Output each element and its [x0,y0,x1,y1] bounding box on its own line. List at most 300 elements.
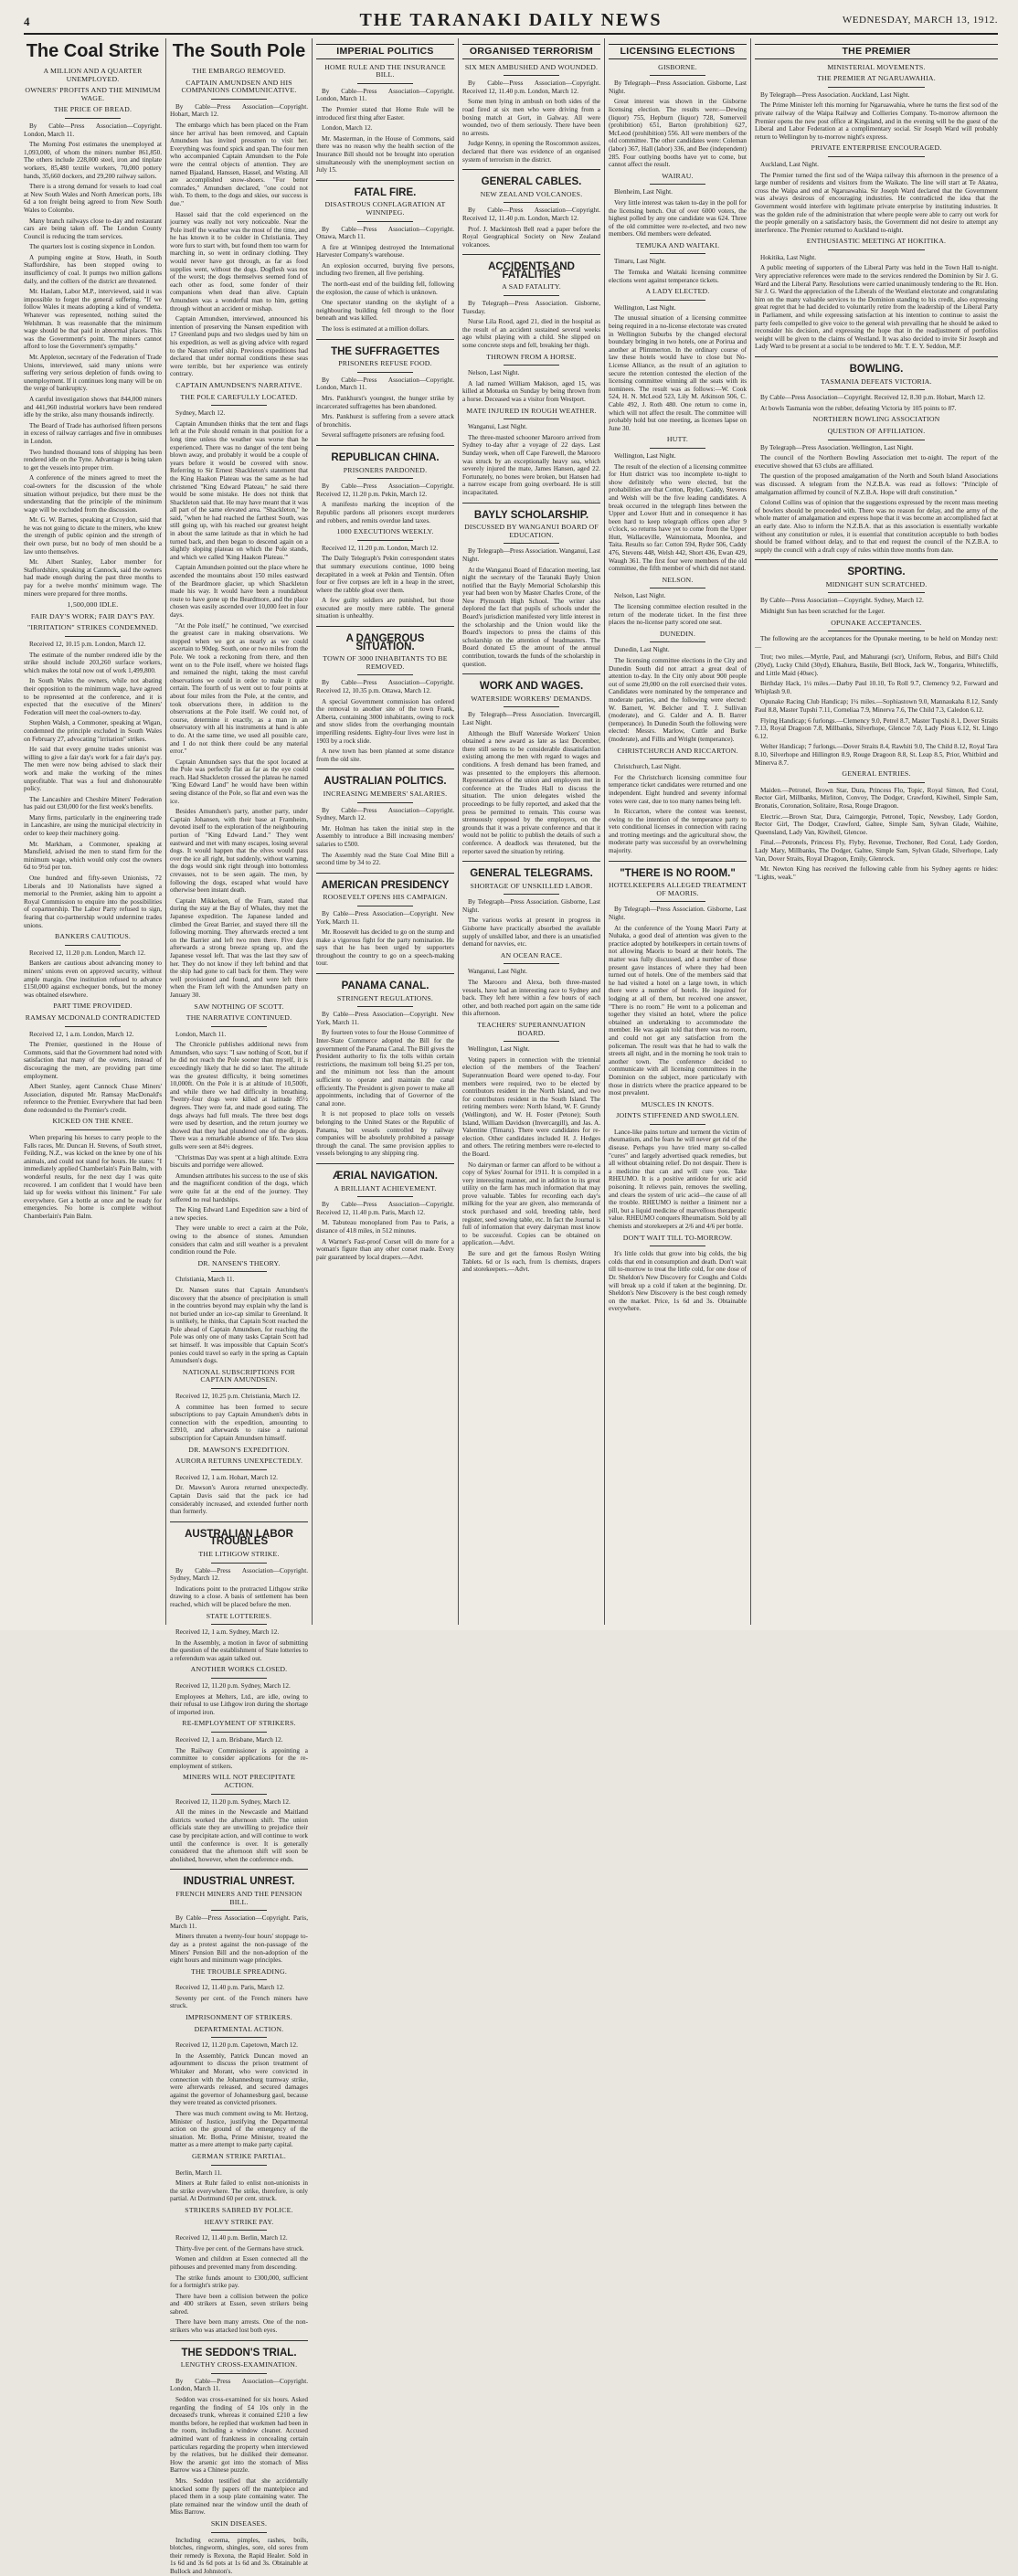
article-paragraph: Indications point to the protracted Lithgow strike drawing to a close. A basis of settlement has been reached, which will be placed before the men. [170,1585,308,1608]
article-paragraph: The licensing committee elections in the City and Dunedin South did not attract a great deal of attention to-day. In the City only about 900 people out of some 29,000 on the roll exercised their votes. Candidates were nominated by the temperance and moderate parties, and the following were elected: W. Barnett, W. Belcher and T. J. Sullivan (moderate), and G. Calder and A. B. Barrer (temperance). In Dunedin South the following were elected: Messrs. Marlow, Cuttle and Burke (moderate), and Fillis and Wright (temperance). [609,657,747,743]
section-heading: SPORTING. [847,567,906,578]
article-paragraph: By Telegraph—Press Association. Gisborne, Last Night. [462,898,600,914]
subheading: MUSCLES IN KNOTS. [641,1099,715,1108]
subheading-rule [357,1196,412,1197]
subheading-rule [357,83,412,84]
subheading-rule [650,75,705,76]
article-paragraph: Albert Stanley, agent Cannock Chase Miners' Association, disputed Mr. Ramsay MacDonald's reference to the Premier. Everywhere that had been done redounded to the Premier's credit. [24,1083,162,1114]
subheading: HOME RULE AND THE INSURANCE BILL. [324,62,446,80]
article-paragraph: Mrs. Pankhurst is suffering from a severe attack of bronchitis. [316,413,454,429]
subheading-rule [211,1678,266,1679]
article-paragraph: A new town has been planned at some distance from the old site. [316,747,454,763]
article-paragraph: By Cable—Press Association—Copyright. London, March 11. [24,122,162,138]
article-paragraph: The following are the acceptances for the Opunake meeting, to be held on Monday next:— [755,635,998,651]
subheading: FRENCH MINERS AND THE PENSION BILL. [175,1889,302,1906]
section-divider [316,339,454,340]
subheading: HEAVY STRIKE PAY. [204,2217,274,2226]
column-1 [24,38,162,1627]
article-paragraph: Dr. Mawson's Aurora returned unexpectedly. Captain Davis said that the pack ice had considerably increased, and extended further north than formerly. [170,1484,308,1516]
article-paragraph: A Warner's Fast-proof Corset will do more for a woman's figure than any other corset made. Every pair guaranteed by local drapers.—Advt. [316,1237,454,1261]
subheading: OPUNAKE ACCEPTANCES. [831,618,922,627]
subheading: KICKED ON THE KNEE. [52,1117,133,1126]
subheading: SHORTAGE OF UNSKILLED LABOR. [470,881,593,890]
subheading: 1,500,000 IDLE. [67,600,119,610]
article-paragraph: Lance-like pains torture and torment the victim of rheumatism, and he fears he will never get rid of the disease. Perhaps you have tried many so-called "cures" and largely advertised quack remedies, but all without obtaining relief. Do not despair. There is a medicine that can and will cure you. Take RHEUMO. It is a positive antidote for uric acid poisoning. It relieves pain, removes the swelling, and clears the system of uric acid—the cause of all the trouble. RHEUMO is neither a liniment nor a pill, but a liquid medicine of marvellous therapeutic value. RHEUMO conquers Rheumatism. Sold by all chemists and storekeepers at 2/6 and 4/6 per bottle. [609,1128,747,1230]
article-paragraph: Bankers are cautious about advancing money to miners' unions even on approved security, without ample margin. One institution refused to advance £150,000 against exchequer bonds, but the money was obtained elsewhere. [24,959,162,999]
article-paragraph: All the mines in the Newcastle and Maitland districts worked the afternoon shift. The union officials state they are unwilling to prejudice their case by precipitate action, and will continue to work until the conference is over. It is generally considered that the afternoon shift will soon be abolished, however, when the conference ends. [170,1808,308,1863]
article-paragraph: Wellington, Last Night. [614,451,676,460]
subheading-rule [211,1271,266,1272]
article-paragraph: Seventy per cent. of the French miners have struck. [170,1994,308,2010]
page-number: 4 [24,15,30,28]
section-heading: AUSTRALIAN POLITICS. [323,776,447,788]
section-divider [170,1521,308,1522]
article-paragraph: Amundsen attributes his success to the use of skis and the magnificent condition of the dogs, which were quite fat at the end of the journey. They suffered no real hardships. [170,1171,308,1203]
article-paragraph: Received 12, 10.25 p.m. Christiania, March 12. [175,1393,301,1401]
article-paragraph: Mr. Newton King has received the following cable from his Sydney agents re hides: "Lights, weak." [755,865,998,881]
article-paragraph: Final.—Petronels, Princess Fly, Flyby, Revenue, Trechoner, Red Coral, Lady Gordon, Lady Mary, Millbanks, The Dodger, Galtee, Simple Sam, Sylvan Glade, Silverhope, Lady Van, Dover Straits, Royal Dragoon, Emily, Glenrock. [755,839,998,863]
section-heading: WORK AND WAGES. [479,681,584,693]
article-paragraph: Women and children at Essen connected all the pithouses and prevented many from descending. [170,2255,308,2271]
article-paragraph: By Cable—Press Association—Copyright. Received 12, 11.40 p.m. Paris, March 12. [316,1201,454,1216]
subheading-rule [504,894,558,895]
article-paragraph: Captain Amundsen thinks that the tent and flags left at the Pole should remain in that position for a long time unless the weather was worse than he experienced. There was no danger of the tent being blown away, and probably it would be a couple of years before it would be covered with snow. Referring to Sir Ernest Shackleton's statement that the King Haakon Plateau was the same as he had christened "King Edward Plateau," he said there would be some mistake. He does not think that Shackleton said that. He may have meant that it was all part of the same elevated area. "Shackleton," he said, "when he had reached the farthest South, was still going up, with his reached our greatest height in about the same latitude as that in which he had turned back, and then began to descend again on a slightly sloping plateau on which the Pole stands, and which we called 'King Haakon Plateau.'" [170,419,308,561]
section-heading: PANAMA CANAL. [341,981,429,992]
article-paragraph: By fourteen votes to four the House Committee of Inter-State Commerce adopted the Bill for the government of the Panama Canal. The Bill gives the President authority to fix the tolls within certain restrictions, the maximum toll being $1.25 per ton, and the minimum not less than the amount sufficient to operate and maintain the canal efficiently. The President is given power to make all appointments, including that of Governor of the canal zone. [316,1029,454,1108]
article-paragraph: Prof. J. Mackintosh Bell read a paper before the Royal Geographical Society on New Zealand volcanoes. [462,225,600,249]
subheading: STATE LOTTERIES. [206,1611,272,1620]
article-paragraph: A committee has been formed to secure subscriptions to pay Captain Amundsen's debts in connection with the expedition, amounting to £3910, and afterwards to raise a national subscription for Captain Amundsen himself. [170,1403,308,1442]
article-paragraph: At bowls Tasmania won the rubber, defeating Victoria by 105 points to 87. [760,404,957,412]
section-divider [316,445,454,446]
column-2 [170,38,308,2575]
article-paragraph: By Cable—Press Association—Copyright. New York, March 11. [316,1011,454,1026]
article-paragraph: Judge Kenny, in opening the Roscommon assizes, declared that there was evidence of an organised system of terrorism in the district. [462,140,600,164]
subheading: THE PREMIER AT NGARUAWAHIA. [817,74,936,83]
article-paragraph: Dr. Nansen states that Captain Amundsen's discovery that the absence of precipitation is small in the countries beyond may explain why the land is not buried under an ice-cap similar to Greenland. It is unlikely, he thinks, that Captain Scott reached the Pole ahead of Captain Amundsen, for reaching the Pole was only one of many tasks Captain Scott had set himself. It was impossible that Captain Scott's ponies could travel so early in the spring as Captain Amundsen's dogs. [170,1286,308,1365]
article-paragraph: Colonel Collins was of opinion that the suggestions expressed by the recent mass meeting of bowlers should be proceeded with. There was no reason for delay, and the army of the whole matter of amalgamation and express hope that it was become an accomplished fact at an early date. Also to inform the N.Z.B.A. that as this association is essentially workable without any constitution or rules, it is essential that constitution acceptable to both bodies should be framed without delay, and to that end request the council of the N.Z.B.A. to supply the council with a draft copy of rules within three months from date. [755,499,998,554]
article-paragraph: In Riccarton, where the contest was keenest, owing to the intention of the temperance party to veto conditional licenses in connection with racing and trotting meetings and the agricultural show, the moderate party was successful by an overwhelming majority. [609,808,747,855]
section-banner: THE PREMIER [755,44,998,59]
article-paragraph: For the Christchurch licensing committee four temperance ticket candidates were returned and one independent. Eight hundred and seventy informal votes were cast, due to too many names being left. [609,773,747,805]
subheading: A LADY ELECTED. [645,287,710,296]
article-paragraph: Mr. Haslam, Labor M.P., interviewed, said it was impossible to forget the general suffering. "If we follow Wales it means adopting a kind of vendetta. Whatever was represented, nothing suited the Welshman. It was reasonable that the minimum wage should be that paid in abnormal places. This was the Government's point. The miners cannot afford to lose the Government's sympathy." [24,288,162,351]
subheading-rule [211,405,266,406]
subheading: QUESTION OF AFFILIATION. [827,426,926,435]
article-paragraph: The strike funds amount to £300,000, sufficient for a fortnight's strike pay. [170,2274,308,2290]
article-paragraph: Midnight Sun has been scratched for the Leger. [760,608,885,616]
subheading: DR. MAWSON'S EXPEDITION. [188,1445,290,1454]
article-paragraph: Received 12, 1 a.m. Sydney, March 12. [175,1628,280,1637]
subheading-rule [211,1563,266,1564]
section-heading: BOWLING. [849,364,904,375]
article-paragraph: Opunake Racing Club Handicap; 1¼ miles.—Sophiastown 9.0, Mannaukaha 8.12, Sandy Paul 8.8, Master Tupshi 7.11, Corneliaa 7.9, Minerva 7.6, The Child 7.3, Caledon 6.12. [755,698,998,714]
subheading: RE-EMPLOYMENT OF STRIKERS. [182,1719,296,1728]
article-paragraph: Including eczema, pimples, rashes, boils, blotches, ringworm, shingles, sore, old sores from their remedy is Rexona, the Rapid Healer. Sold in 1s 6d and 3s 6d pots at 1s 6d and 3s. Obtainable at Bullock and Johnston's. [170,2536,308,2575]
article-paragraph: A lad named William Makison, aged 15, was killed at Motueka on Sunday by being thrown from a horse. Deceased was a visitor from Westport. [462,379,600,403]
column-rule [312,38,313,1625]
section-heading: FATAL FIRE. [354,186,417,198]
subheading-rule [211,1026,266,1027]
subheading: NORTHERN BOWLING ASSOCIATION [812,415,940,424]
article-paragraph: Received 12, 11.20 p.m. London, March 12. [322,544,439,552]
article-paragraph: Nurse Lila Rood, aged 21, died in the hospital as the result of an accident sustained several weeks ago whilst playing with a child. She slipped on some concrete steps and fell, breaking her thigh. [462,318,600,350]
article-paragraph: Captain Amundsen says that the spot located at the Pole was perfectly flat as far as the eye could reach. Had Shackleton crossed the plateau he named "King Edward Land" he would have been within seeing distance of the Pole, so flat and even was the ice. [170,758,308,805]
subheading-rule [650,253,705,254]
article-paragraph: When preparing his horses to carry people to the Falls races, Mr. Duncan H. Stevens, of South street, Feilding, N.Z., was kicked on the knee by one of his animals, and could not stand for hours. He states: "I immediately applied Chamberlain's Pain Balm, with wonderful results, for the next day I was quite recovered. I am confident that I would have been laid up for weeks without this liniment." For sale everywhere. Get a bottle at once and be ready for emergencies. No home is complete without Chamberlain's Pain Balm. [24,1134,162,1220]
article-paragraph: M. Tabuteau monoplaned from Pau to Paris, a distance of 418 miles, in 512 minutes. [316,1219,454,1235]
subheading: THROWN FROM A HORSE. [486,352,577,361]
subheading: MIDNIGHT SUN SCRATCHED. [825,579,928,588]
section-heading: GENERAL CABLES. [481,176,582,188]
article-paragraph: Received 12, 1 a.m. London, March 12. [29,1030,134,1038]
article-paragraph: Electric.—Brown Star, Dura, Cairngorgie, Petronel, Topic, Newsboy, Lady Gordon, Rector Girl, The Dodger, Crawford, Galtee, Simple Sam, Sylvan Glade, Waihine, Queensland, Lady Van, Kiwiheil, Glencoe. [755,812,998,836]
article-paragraph: The Daily Telegraph's Pekin correspondent states that summary executions continue, 1000 being decapitated in a week at Pekin and Tientsin. Often four or five corpses are left in a heap in the street, where the rabble gloat over them. [316,555,454,594]
article-paragraph: The various works at present in progress in Gisborne have practically absorbed the available supply of unskilled labor, and there is an unsatisfied demand for navvies, etc. [462,917,600,949]
subheading-rule [211,2532,266,2533]
section-divider [462,673,600,674]
subheading: "IRRITATION" STRIKES CONDEMNED. [27,623,158,632]
subheading: MINERS WILL NOT PRECIPITATE ACTION. [182,1773,296,1789]
masthead [24,7,998,35]
article-paragraph: By Telegraph—Press Association. Gisborne, Last Night. [609,906,747,922]
section-divider [170,1869,308,1870]
article-paragraph: A careful investigation shows that 844,000 miners and 441,960 industrial workers have been rendered idle by the strike, also many thousands indirectly. [24,395,162,419]
subheading: HUTT. [666,435,689,444]
article-paragraph: A few guilty soldiers are punished, but those executed are mostly mere rabble. The general situation is unhealthy. [316,597,454,620]
article-paragraph: By Telegraph—Press Association. Auckland, Last Night. [760,90,910,99]
subheading-rule [504,706,558,707]
section-heading: THE SEDDON'S TRIAL. [181,2347,297,2359]
subheading-rule [504,1041,558,1042]
subheading: DUNEDIN. [659,629,696,638]
article-paragraph: Besides Amundsen's party, another party, under Captain Johansen, with their base at Framheim, devoted itself to the exploration of the neighbouring portion of "King Edward Land." They went eastward and met with many escapes, losing several dogs. It would happen that the elves would pass over the ice all right, but suddenly, without warning, the dogs would sink right through into bottomless crevasses, not to be seen again. The men, by following the dogs, escaped what would have otherwise been instant death. [170,808,308,895]
subheading-rule [828,249,925,250]
subheading-rule [65,945,120,946]
article-paragraph: The Railway Commissioner is appointing a committee to consider applications for the re-employment of strikers. [170,1746,308,1770]
subheading: THE TROUBLE SPREADING. [191,1966,287,1976]
subheading-rule [65,1129,120,1130]
article-paragraph: Captain Mikkelsen, of the Fram, stated that during the stay at the Bay of Whales, they met the Japanese expedition. The Japanese landed and climbed the Great Barrier, and stayed there till the following morning. They afterwards erected a tent on the Barrier and left two men there. Five days afterwards a strong breeze sprang up, and the Japanese vessel left. That was the last they saw of her. They do not know if they left behind and that the ship had gone to call back for them. They were well provisioned and found, and were left there when the Fram left with the Amundsen party on January 30. [170,896,308,999]
article-paragraph: "At the Pole itself," he continued, "we exercised the greatest care in making observations. We stopped when we got as nearly as we could ascertain to 90deg. South, one or two miles from the Pole. We took a reckoning from there, and then went on to the Pole itself, where we hoisted flags and remained the night, taking the most careful observations we could in order to make it quite certain. The fourth of us went out to four points at about four miles from the Pole, at the centre, and took observations there, in addition to the observations at the Pole itself. We could not, of course, determine it exactly, as a man in an observatory with all his instruments at hand is able to do. At the same time, we used all possible care, and I do not think there could be any material error." [170,621,308,756]
article-paragraph: Blenheim, Last Night. [614,188,673,196]
article-paragraph: The Chronicle publishes additional news from Amundsen, who says: "I saw nothing of Scott, but if he did not reach the Pole sooner than myself, it is exceedingly likely that he did so later. The altitude was the greatest difficulty, it being sometimes 10,000ft. On the Pole it is at altitude of 10,500ft, and while there we had difficulty in breathing. Twenty-four dogs were killed at latitude 85½ degrees. They were fat, and made good eating. The dogs always had full meals. The three best dogs were used by desertion, and the return journey we showed that they had plundered one of the depots. There was a remarkable absence of life. Two skua gulls were seen at 84½ degrees. [170,1041,308,1150]
article-paragraph: The estimate of the number rendered idle by the strike should include 203,260 surface workers, which makes the total now out of work 1,499,800. [24,651,162,674]
section-heading: "THERE IS NO ROOM." [620,867,736,879]
article-paragraph: The quarters lost is costing sixpence in London. [29,243,155,251]
article-paragraph: A conference of the miners agreed to meet the coal-owners for the discussion of the whole situation without prejudice, but there must be the understanding that the principle of the minimum wage will be excluded from the discussion. [24,474,162,514]
subheading: STRIKERS SABRED BY POLICE. [185,2205,293,2214]
section-divider [609,861,747,862]
subheading: JOINTS STIFFENED AND SWOLLEN. [616,1111,739,1120]
subheading-rule [504,963,558,964]
article-paragraph: By Cable—Press Association—Copyright. Received 12, 8.30 p.m. Hobart, March 12. [760,394,985,402]
article-paragraph: The King Edward Land Expedition saw a bird of a new species. [170,1206,308,1222]
subheading-rule [357,478,412,479]
article-paragraph: The licensing committee election resulted in the return of the moderate ticket. In the first three places the no-license party scored one seat. [609,603,747,627]
subheading: DISCUSSED BY WANGANUI BOARD OF EDUCATION. [464,523,599,539]
article-paragraph: The Premier stated that Home Rule will be introduced first thing after Easter. [316,105,454,122]
article-paragraph: There was much comment owing to Mr. Hertzog, Minister of Justice, justifying the Departmental action on the ground of the emergency of the situation. Mr. Botha, Prime Minister, treated the matter as a mere attempt to make party capital. [170,2110,308,2149]
article-paragraph: The Board of Trade has authorised fifteen persons in excess of railway carriages and five in omnibuses in London. [24,421,162,445]
article-paragraph: Welter Handicap; 7 furlongs.—Dover Straits 8.4, Rawhiti 9.0, The Child 8.12, Royal Tara 8.10, Silverhope and Hillington 8.9, Rouge Dragoon 8.8, St. Leap 8.5, Prior, Whitbird and Minerva 8.7. [755,743,998,767]
article-paragraph: By Cable—Press Association—Copyright. London, March 11. [316,376,454,392]
article-paragraph: Trot; two miles.—Myrtle, Paul, and Mahurangi (scr), Uniform, Rebus, and Bill's Child (20yd), Lucky Child (30yd), Elkahura, Bastile, Bell Block, Jack W., Tongarira, Whitecliffs, and Little Maid (40sec). [755,653,998,677]
article-paragraph: The result of the election of a licensing committee for Hutt district was too incomplete to-night to show definitely who were elected, but the probabilities are that Cotton, Ryder, Caddy, Stevens and Welsh will be the five leading candidates. A break occurred in the telegraph lines between the Upper and Lower Hutt and in consequence it has been hard to keep telegraph offices open after 9 o'clock, so returns have yet to come from the Upper Hutt, Wallaceville, Wainuiomata, Moonlea, and Taita. Results so far: Cotton 594, Ryder 506, Caddy 476, Stevens 448, Welsh 442, Short 436, Ewan 429, Waugh 361. The first four were members of the old committee, the fifth member of which did not stand. [609,462,747,573]
subheading: ANOTHER WORKS CLOSED. [190,1665,288,1674]
article-paragraph: Received 12, 11.40 p.m. Paris, March 12. [175,1984,285,1992]
article-paragraph: Mr. G. W. Barnes, speaking at Croydon, said that he was not going to dictate to the miners, who knew the strength of public opinion and the strength of their own purse, but no body of men should be a law unto themselves. [24,516,162,556]
subheading-rule [828,156,925,157]
subheading: GERMAN STRIKE PARTIAL. [191,2151,287,2160]
article-paragraph: Received 12, 10.15 p.m. London, March 12. [29,641,146,648]
subheading-rule [504,543,558,544]
article-paragraph: A manifesto marking the inception of the Republic pardons all prisoners except murderers and robbers, and remits overdue land taxes. [316,501,454,525]
article-paragraph: The Morning Post estimates the unemployed at 1,093,000, of whom the miners number 861,850. The others include 228,000 steel, iron and tinplate workers, 85,480 textile workers, 70,000 pottery hands, 35,660 dockers, and 29,200 railway sailors. [24,141,162,180]
article-paragraph: By Cable—Press Association—Copyright. Sydney, March 12. [316,806,454,822]
article-paragraph: The Premier turned the first sod of the Waipa railway this afternoon in the presence of a large number of residents and visitors from the Waikato. The line will start at Te Akatea, cross the Waipa and end at Ngaruawahia. Sir Joseph Ward declared that the Government was always desirous of encouraging industries. He contradicted the idea that the Government would interfere with legitimate private enterprise by instituting industries. It was the golden rule of the administration that where people were able to carry out work for the people generally on a satisfactory basis, the Government did not desire to attempt any interference. The Premier returned to Auckland to-night. [755,171,998,234]
subheading: NELSON. [662,575,694,584]
article-paragraph: At the conference of the Young Maori Party at Nuhaka, a good deal of attention was given to the practice adopted by hotelkeepers in certain towns of not allowing Maoris to board at their hotels. The matter was fully discussed, and a number of those present gave instances of where they had been turned out of hotels. One of the members said that he had visited a hotel on a large town, in which there were a number of hotels. He inquired for lodging at all of them, but received one answer, "There is no room." He went to a policeman and together they visited an hotel, where the police obtained an undertaking to accommodate the member. He was again told that there was no room, and could not get any satisfaction from the policeman. The result was that he had to walk the streets all night, and in the morning he took train to another town. The conference decided to communicate with all licensing committees in the Dominion on the subject, more particularly with those in districts where the practice appeared to be most prevalent. [609,924,747,1097]
article-paragraph: Dunedin, Last Night. [614,646,670,654]
subheading-rule [650,448,705,449]
section-heading: AUSTRALIAN LABOR TROUBLES [185,1528,293,1548]
subheading-rule [65,118,120,119]
article-paragraph: "Christmas Day was spent at a high altitude. Extra biscuits and porridge were allowed. [170,1153,308,1170]
section-heading: ACCIDENTS AND FATALITIES [488,261,575,281]
article-paragraph: Received 12, 11.40 p.m. Berlin, March 12. [175,2234,288,2242]
article-paragraph: He said that every genuine trades unionist was willing to give a fair day's work for a fair day's pay. The men were now being advised to slack their work and make the working of the mines unprofitable. That was a foul and dishonourable policy. [24,746,162,793]
subheading: THE LITHGOW STRIKE. [198,1549,280,1558]
subheading-rule [357,674,412,675]
column-headline: The South Pole [172,41,306,61]
subheading: TOWN OF 3000 INHABITANTS TO BE REMOVED. [323,654,448,671]
article-paragraph: Captain Amundsen pointed out the place where he ascended the mountains about 150 miles eastward of the Beardmore glacier, up which Shackleton made his way. It would have been a roundabout route to have gone up the Beardmore, and the place chosen was easily ascended over 10,000 feet in four days. [170,564,308,619]
subheading-rule [211,1469,266,1470]
subheading: TASMANIA DEFEATS VICTORIA. [821,376,932,386]
subheading-rule [828,87,925,88]
subheading-rule [211,2373,266,2374]
article-paragraph: Nelson, Last Night. [468,369,520,377]
article-paragraph: The three-masted schooner Marooro arrived from Sydney to-day after a voyage of 22 days. Last Sunday week, when off Cape Farewell, the Marooro was struck by an exceptionally heavy sea, which severely injured the mate, James Hansen, aged 22. Fortunately, no bones were broken, but Hansen had a narrow escape from going overboard. He is still incapacitated. [462,433,600,496]
article-paragraph: By Cable—Press Association—Copyright. Sydney, March 12. [760,597,924,605]
article-paragraph: There have been a collision between the police and 400 strikers at Essen, seven strikers being sabred. [170,2292,308,2316]
article-paragraph: Christiania, March 11. [175,1276,235,1284]
subheading-rule [211,1794,266,1795]
subheading: TEMUKA AND WAITAKI. [635,240,720,249]
subheading-rule [357,1006,412,1007]
subheading-rule [650,300,705,301]
section-divider [316,873,454,874]
article-paragraph: They were unable to erect a cairn at the Pole, owing to the absence of stones. Amundsen considers that calm and still weather is a prevalent condition round the Pole. [170,1224,308,1256]
subheading: A BRILLIANT ACHIEVEMENT. [334,1183,437,1193]
article-paragraph: Many firms, particularly in the engineering trade in Lancashire, are using the municipal electricity in order to keep their machinery going. [24,813,162,838]
article-paragraph: Miners threaten a twenty-four hours' stoppage to-day as a protest against the non-passage of the Miners' Pension Bill and the non-adoption of the eight hours and minimum wage principles. [170,1933,308,1965]
subheading: NEW ZEALAND VOLCANOES. [480,189,583,198]
article-paragraph: Mr. Appleton, secretary of the Federation of Trade Unions, interviewed, said many unions were suffering very serious depletion of funds owing to unemployment. If it continues long many will be on the verge of bankruptcy. [24,354,162,393]
article-paragraph: By Cable—Press Association—Copyright. Paris, March 11. [170,1914,308,1930]
subheading: ENTHUSIASTIC MEETING AT HOKITIKA. [806,237,947,246]
subheading-rule [650,184,705,185]
article-paragraph: Nelson, Last Night. [614,592,666,600]
subheading: WATERSIDE WORKERS' DEMANDS. [471,694,592,703]
section-divider [462,861,600,862]
article-paragraph: The Premier, questioned in the House of Commons, said that the Government had noted with satisfaction that many of the owners, instead of discouraging the men, are providing part time employment. [24,1041,162,1080]
article-paragraph: London, March 12. [322,124,373,133]
subheading: 1000 EXECUTIONS WEEKLY. [336,527,434,536]
article-paragraph: Two hundred thousand tons of shipping has been rendered idle on the Tyne. Advantage is being taken to get the vessels into proper trim. [24,448,162,472]
subheading: IMPRISONMENT OF STRIKERS. [186,2013,292,2022]
issue-date: WEDNESDAY, MARCH 13, 1912. [842,15,998,26]
article-paragraph: Hassel said that the cold experienced on the journey was really not very noticeable. Near the Pole itself the weather was the most of the time, and he has known it to be colder in Christiania. They wore furs to start with, but found them too warm for marching in, so went in ordinary clothing. They would never have got through, as far as food supplies went, without the dogs. Dogflesh was not of the worst; the dogs themselves seemed fond of each other as food, some fonder of their companions when dead than alive. Captain Amundsen was a wonderful man to him, getting through without an accident or mishap. [170,210,308,313]
article-paragraph: Sydney, March 12. [175,409,226,418]
subheading: A SAD FATALITY. [502,282,561,292]
article-paragraph: A fire at Winnipeg destroyed the International Harvester Company's warehouse. [316,243,454,260]
article-paragraph: Received 12, 11.20 p.m. Capetown, March 12. [175,2041,298,2050]
subheading: SKIN DISEASES. [210,2518,268,2528]
article-paragraph: By Cable—Press Association—Copyright. Sydney, March 12. [170,1566,308,1583]
article-paragraph: By Telegraph—Press Association. Wanganui, Last Night. [462,547,600,563]
article-paragraph: Received 12, 11.20 p.m. London, March 12. [29,949,146,957]
subheading: NATIONAL SUBSCRIPTIONS FOR CAPTAIN AMUNDSEN. [182,1367,296,1384]
article-paragraph: There is a strong demand for vessels to load coal at New South Wales and North American ports, 18s 6d a ton freight being agreed to from New South Wales to Colombo. [24,183,162,214]
subheading-rule [650,641,705,642]
article-paragraph: Wellington, Last Night. [614,303,676,312]
article-paragraph: Stephen Walsh, a Commoner, speaking at Wigan, condemned the principle excluded in South Wales on February 27, advocating "irritation" strikes. [24,719,162,743]
article-paragraph: One spectator standing on the skylight of a neighbouring building fell through to the floor beneath and was killed. [316,299,454,323]
section-divider [462,254,600,255]
article-paragraph: There have been many arrests. One of the non-strikers who was attacked lost both eyes. [170,2318,308,2335]
article-paragraph: Christchurch, Last Night. [614,763,682,771]
article-paragraph: By Cable—Press Association—Copyright. Received 12, 11.20 p.m. Pekin, March 12. [316,482,454,498]
section-divider [755,559,998,560]
subheading: PART TIME PROVIDED. [53,1002,133,1011]
article-paragraph: Thirty-five per cent. of the Germans have struck. [175,2244,304,2253]
article-paragraph: By Cable—Press Association—Copyright. Hobart, March 12. [170,102,308,119]
section-heading: ÆRIAL NAVIGATION. [333,1170,438,1182]
section-divider [316,626,454,627]
subheading-rule [650,901,705,902]
subheading-rule [828,592,925,593]
subheading-rule [828,782,925,783]
subheading-rule [211,1388,266,1389]
article-paragraph: London, March 11. [175,1030,227,1038]
article-paragraph: One hundred and fifty-seven Unionists, 72 Liberals and 10 Nationalists have signed a memorial to the Premier, asking him to appoint a Royal Commission to enquire into the possibilities of copartnership. The Labor Party refused to sign, fearing that co-partnership would undermine trades unions. [24,875,162,929]
article-paragraph: The question of the proposed amalgamation of the North and South Island Associations was discussed. A telegram from the N.Z.B.A. was read as follows: "Principle of amalgamation affirmed by council of N.Z.B.A. Hope will draft constitution." [755,472,998,496]
subheading-rule [504,365,558,366]
section-banner: LICENSING ELECTIONS [609,44,747,59]
section-divider [316,1163,454,1164]
subheading: CAPTAIN AMUNDSEN'S NARRATIVE. [175,380,302,389]
subheading: MATE INJURED IN ROUGH WEATHER. [466,406,597,415]
article-paragraph: By Telegraph—Press Association. Gisborne, Tuesday. [462,300,600,315]
article-paragraph: Captain Amundsen, interviewed, announced his intention of preserving the Nansen expedition with 17 Greenland pups and two sledges used by him on his expedition, as well as giving advice with regard to the Nansen relief ship. Previous expeditions had declared that under normal conditions these seas were terrible, but her experience was entirely contrary. [170,315,308,378]
subheading-rule [504,295,558,296]
article-paragraph: No dairyman or farmer can afford to be without a copy of Sykes' Journal for 1911. It is compiled in a very interesting manner, and in addition to its great utility on the farm has much information that may prove valuable. Tables for recording each day's milking for the year are given, also memoranda of stock purchased and sold, breeding table, herd register, seed sowing table, etc. In fact the Journal is full of information that every dairyman must know to be successful. Copies can be obtained on application.—Advt. [462,1161,600,1247]
subheading-rule [504,75,558,76]
article-paragraph: Received 12, 11.20 p.m. Sydney, March 12. [175,1797,291,1806]
column-4 [462,38,600,1627]
subheading-rule [357,540,412,541]
article-paragraph: Received 12, 1 a.m. Brisbane, March 12. [175,1736,283,1744]
subheading: SIX MEN AMBUSHED AND WOUNDED. [464,62,599,71]
subheading-rule [211,2037,266,2038]
article-paragraph: Miners at Ruhr failed to enlist non-unionists in the strike everywhere. The strike, therefore, is only partial. At Dortmund 60 per cent. struck. [170,2179,308,2203]
subheading-rule [211,1624,266,1625]
subheading: STRINGENT REGULATIONS. [336,993,434,1002]
article-paragraph: By Telegraph—Press Association. Gisborne, Last Night. [609,80,747,95]
subheading: PRISONERS REFUSE FOOD. [338,359,432,368]
article-paragraph: By Cable—Press Association—Copyright. New York, March 11. [316,909,454,926]
article-paragraph: Flying Handicap; 6 furlongs.—Clemency 9.0, Petrel 8.7, Master Tupshi 8.1, Dover Straits 7.13, Royal Dragoon 7.8, Millbanks, Silverhope, Glencoe 7.0, Lady Pious 6.12, St. Lingo 6.12. [755,716,998,740]
section-divider [170,2340,308,2341]
subheading: PRISONERS PARDONED. [343,465,428,474]
newspaper-title: THE TARANAKI DAILY NEWS [359,10,663,30]
article-paragraph: By Cable—Press Association—Copyright. Ottawa, March 11. [316,225,454,241]
article-paragraph: Mr. Holman has taken the initial step in the Assembly to introduce a Bill increasing members' salaries to £500. [316,824,454,848]
article-paragraph: Voting papers in connection with the triennial election of the members of the Teachers' Superannuation Board were opened to-day. Four members were required, two to be elected by contributors resident in the North Island, and two for contributors resident in the South Island. The retiring members were: North Island, W. F. Grundy (Wellington), and W. H. Foster (Petone); South Island, William Davidson (Invercargill), and Jas. A. Valentine (Timaru). There were candidates for re-election. Other candidates included H. J. Hedges and others. The retiring members were re-elected to the Board. [462,1055,600,1158]
subheading-rule [211,99,266,100]
section-heading: BAYLY SCHOLARSHIP. [473,509,589,521]
article-paragraph: The Marooro and Alexa, both three-masted vessels, have had an interesting race to Sydney and back. They left here within a few hours of each other, and both reached port again on the same tide this afternoon. [462,979,600,1018]
subheading: THE POLE CAREFULLY LOCATED. [180,392,298,401]
article-paragraph: Many branch railways close to-day and restaurant cars are being taken off. The London County Council is reducing the tram services. [24,217,162,240]
column-rule [165,38,166,1625]
article-paragraph: A special Government commission has ordered the removal to another site of the town Frank, Alberta, containing 3000 inhabitants, owing to rock and snow slides from the overhanging mountain imperilling residents. Eighty-four lives were lost in 1903 by a rock slide. [316,697,454,745]
section-divider [316,973,454,974]
section-banner: ORGANISED TERRORISM [462,44,600,59]
article-paragraph: Some men lying in ambush on both sides of the road fired at six men who were driving from a boxing match at Gort, in Galway. All were wounded, two of them seriously. There have been no arrests. [462,98,600,137]
section-heading: THE SUFFRAGETTES [331,345,440,357]
column-rule [604,38,605,1625]
article-paragraph: It is not proposed to place tolls on vessels belonging to the United States or the Republic of Panama, but vessels controlled by railway companies will be absolutely prohibited a passage through the canal. The same provision applies to vessels belonging to any shipping ring. [316,1110,454,1158]
article-paragraph: Wellington, Last Night. [468,1045,530,1054]
section-divider [755,356,998,357]
article-paragraph: In South Wales the owners, while not abating their opposition to the minimum wage, have agreed to be represented at the conference, and it is expected that the executive of the Miners' Federation will meet the coal-owners to-day. [24,677,162,716]
column-6 [755,38,998,1627]
column-rule [750,38,751,1625]
article-paragraph: Mrs. Pankhurst's youngest, the hunger strike by incarcerated suffragettes has been abandoned. [316,395,454,410]
article-paragraph: Mr. Masterman, in the House of Commons, said there was no reason why the health section of the Insurance Bill should not be brought into operation simultaneously with the unemployment section on July 15. [316,134,454,175]
article-paragraph: An explosion occurred, burying five persons, including two firemen, all five perishing. [316,261,454,278]
subheading: CHRISTCHURCH AND RICCARTON. [617,746,738,755]
article-paragraph: The Assembly read the State Coal Mine Bill a second time by 34 to 22. [316,851,454,867]
subheading-rule [211,1732,266,1733]
column-5 [609,38,747,1627]
article-paragraph: The Prime Minister left this morning for Ngaruawahia, where he turns the first sod of the private railway of the Waipa Railway and Collieries Company. To-morrow afternoon the Premier opens the new post office at Kingsland, and in the evening will be the guest of the Liberal and Labor Federation at a complimentary social. Sir Joseph Ward will probably return to Wellington by to-morrow night's express. [755,101,998,141]
article-paragraph: A pumping engine at Stow, Heath, in South Staffordshire, has been stopped owing to insufficiency of coal. It pumps two million gallons daily, and the colliers of the district are threatened. [24,253,162,285]
section-banner: IMPERIAL POLITICS [316,44,454,59]
article-paragraph: Berlin, March 11. [175,2168,222,2177]
article-paragraph: Several suffragette prisoners are refusing food. [322,431,445,440]
column-headline: The Coal Strike [26,41,160,61]
subheading: CAPTAIN AMUNDSEN AND HIS COMPANIONS COMMUNICATIVE. [181,78,297,95]
subheading: OWNERS' PROFITS AND THE MINIMUM WAGE. [25,86,161,102]
subheading-rule [504,202,558,203]
article-paragraph: Wanganui, Last Night. [468,968,527,976]
section-heading: REPUBLICAN CHINA. [331,451,440,463]
subheading: GISBORNE. [658,62,697,71]
article-paragraph: Timaru, Last Night. [614,258,666,266]
article-paragraph: Mr. Roosevelt has decided to go on the stump and make a vigorous fight for the party nomination. He says that he has been urged by supporters throughout the country to go on a speech-making tour. [316,928,454,968]
subheading: PRIVATE ENTERPRISE ENCOURAGED. [811,143,942,153]
subheading-rule [357,372,412,373]
article-paragraph: Although the Bluff Waterside Workers' Union obtained a new award as late as last December, there still seems to be considerable dissatisfaction existing among the men with regard to wages and conditions. A fresh demand has been framed, and was presented to the employers this afternoon. Representatives of the union and employers met in conference at the Trades Hall to discuss the situation. The union delegates wished the proceedings to be fully reported, and asked that the press be permitted to remain. This course was strenuously opposed by the employers, on the grounds that it was a private conference and that it would not be politic to publish the details of such a conference. A deadlock was threatened, but the reporter saved the situation by retiring. [462,729,600,855]
article-paragraph: Great interest was shown in the Gisborne licensing election. The results were:—Dewing (liquor) 755, Hepburn (liquor) 728, Somerveil (prohibition) 651, Barton (prohibition) 627, McLeod (prohibition) 556. All were members of the old committee. The other candidates were: Coleman (labor) 367, Hall (labor) 336, and Bee (independent) 285. Four outlying booths have yet to come, but cannot affect the result. [609,98,747,169]
article-paragraph: The council of the Northern Bowling Association met to-night. The report of the executive showed that 63 clubs are affiliated. [755,454,998,470]
column-3 [316,38,454,1627]
subheading: THE PRICE OF BREAD. [53,105,133,114]
